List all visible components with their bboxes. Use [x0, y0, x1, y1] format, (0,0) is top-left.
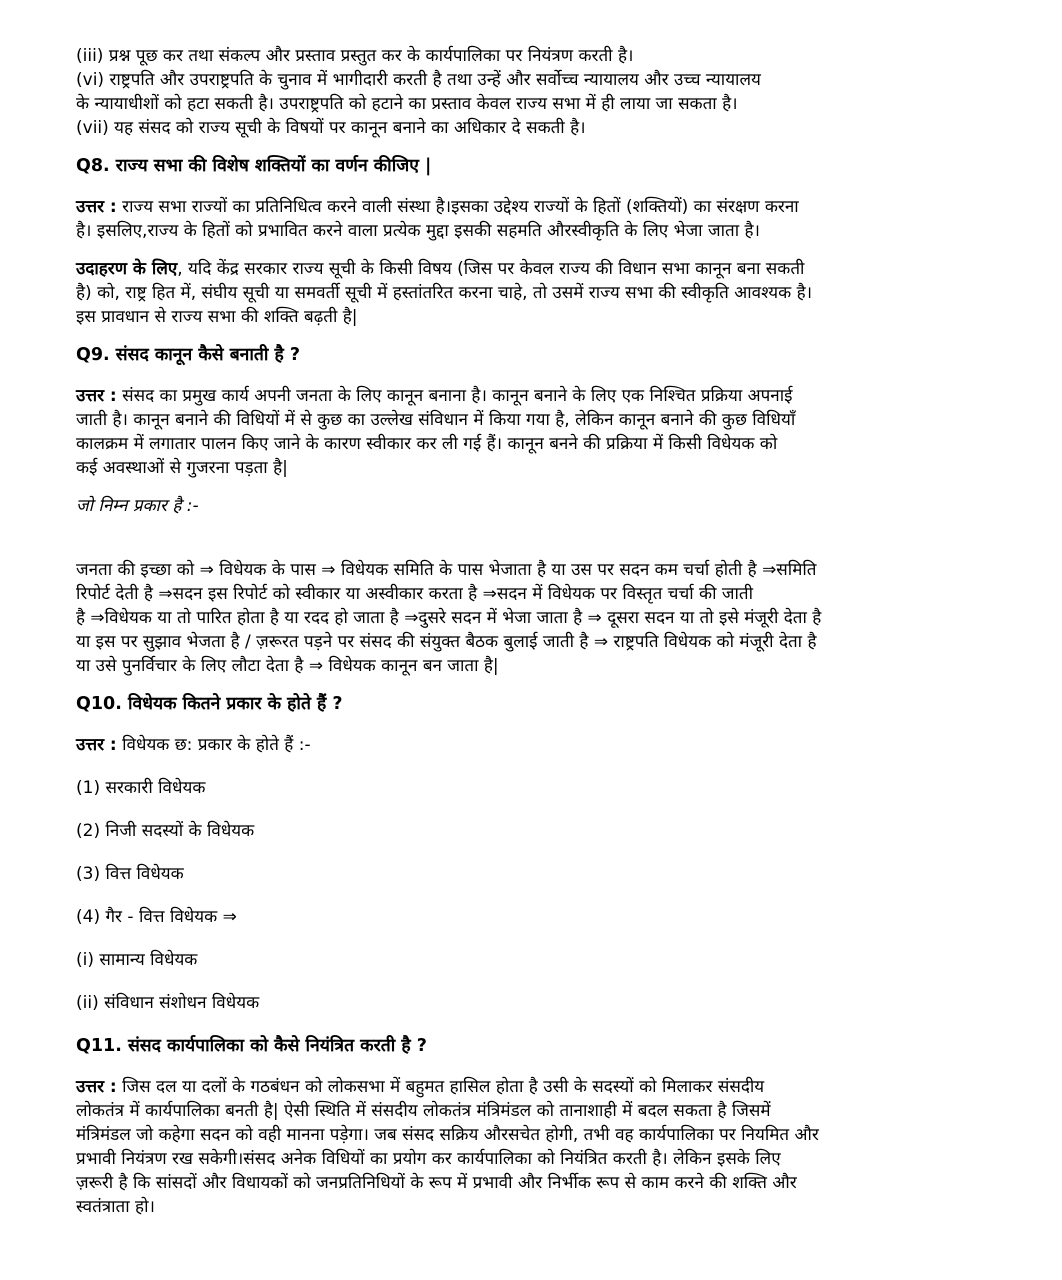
list-item: (4) गैर - वित्त विधेयक ⇒ — [76, 907, 237, 927]
answer-line: उत्तर : संसद का प्रमुख कार्य अपनी जनता के लिए कानून बनाना है। कानून बनाने के लिए एक निश्चित प्रक्रिया अपनाई — [76, 386, 793, 406]
answer-line: मंत्रिमंडल जो कहेगा सदन को वही मानना पड़ेगा। जब संसद सक्रिय औरसचेत होगी, तभी वह कार्यपालिका पर नियमित और — [76, 1125, 819, 1145]
answer-line: कालक्रम में लगातार पालन किए जाने के कारण स्वीकार कर ली गई हैं। कानून बनने की प्रक्रिया में किसी विधेयक को — [76, 434, 778, 454]
example-q8 — [76, 257, 992, 329]
question-q8: Q8. राज्य सभा की विशेष शक्तियों का वर्णन कीजिए | — [76, 156, 432, 176]
example-line: उदाहरण के लिए, यदि केंद्र सरकार राज्य सूची के किसी विषय (जिस पर केवल राज्य की विधान सभा कानून बना सकती — [76, 259, 805, 279]
answer-line: उत्तर : जिस दल या दलों के गठबंधन को लोकसभा में बहुमत हासिल होता है उसी के सदस्यों को मिलाकर संसदीय — [76, 1077, 765, 1097]
list-item: (1) सरकारी विधेयक — [76, 778, 206, 798]
intro-line: (vi) राष्ट्रपति और उपराष्ट्रपति के चुनाव में भागीदारी करती है तथा उन्हें और सर्वोच्च न्यायालय और उच्च न्यायालय — [76, 70, 761, 90]
process-line: है ⇒विधेयक या तो पारित होता है या रदद हो जाता है ⇒दुसरे सदन में भेजा जाता है ⇒ दूसरा सदन या तो इसे मंजूरी देता है — [76, 608, 822, 628]
answer-line: लोकतंत्र में कार्यपालिका बनती है| ऐसी स्थिति में संसदीय लोकतंत्र मंत्रिमंडल को तानाशाही में बदल सकता है जिसमें — [76, 1101, 771, 1121]
answer-line: स्वतंत्राता हो। — [76, 1197, 155, 1217]
answer-line: ज़रूरी है कि सांसदों और विधायकों को जनप्रतिनिधियों के रूप में प्रभावी और निर्भीक रूप से काम करने की शक्ति और — [76, 1173, 797, 1193]
list-item: (3) वित्त विधेयक — [76, 864, 184, 884]
example-line: है) को, राष्ट्र हित में, संघीय सूची या समवर्ती सूची में हस्तांतरित करना चाहे, तो उसमें राज्य सभा की स्वीकृति आवश्यक है। — [76, 283, 813, 303]
answer-line: है। इसलिए,राज्य के हितों को प्रभावित करने वाला प्रत्येक मुद्दा इसकी सहमति औरस्वीकृति के लिए भेजा जाता है। — [76, 221, 760, 241]
process-line: या उसे पुनर्विचार के लिए लौटा देता है ⇒ विधेयक कानून बन जाता है| — [76, 656, 499, 676]
answer-q9 — [76, 384, 992, 480]
process-line: जनता की इच्छा को ⇒ विधेयक के पास ⇒ विधेयक समिति के पास भेजाता है या उस पर सदन कम चर्चा होती है ⇒समिति — [76, 560, 817, 580]
process-line: रिपोर्ट देती है ⇒सदन इस रिपोर्ट को स्वीकार या अस्वीकार करता है ⇒सदन में विधेयक पर विस्तृत चर्चा की जाती — [76, 584, 754, 604]
process-flow — [76, 558, 992, 678]
example-line: इस प्रावधान से राज्य सभा की शक्ति बढ़ती है| — [76, 307, 358, 327]
answer-label: उत्तर : — [76, 1077, 117, 1097]
answer-label: उत्तर : — [76, 386, 117, 406]
question-q9: Q9. संसद कानून कैसे बनाती है ? — [76, 345, 301, 365]
process-line: या इस पर सुझाव भेजता है / ज़रूरत पड़ने पर संसद की संयुक्त बैठक बुलाई जाती है ⇒ राष्ट्रपति विधेयक को मंजूरी देता है — [76, 632, 817, 652]
answer-line: कई अवस्थाओं से गुजरना पड़ता है| — [76, 458, 288, 478]
question-q10: Q10. विधेयक कितने प्रकार के होते हैं ? — [76, 694, 343, 714]
answer-line: प्रभावी नियंत्रण रख सकेगी।संसद अनेक विधियों का प्रयोग कर कार्यपालिका को नियंत्रित करती है। लेकिन इसके लिए — [76, 1149, 781, 1169]
process-note: जो निम्न प्रकार है :- — [76, 496, 199, 516]
list-item: (2) निजी सदस्यों के विधेयक — [76, 821, 255, 841]
answer-line: उत्तर : राज्य सभा राज्यों का प्रतिनिधित्व करने वाली संस्था है।इसका उद्देश्य राज्यों के हितों (शक्तियों) का संरक्षण करना — [76, 197, 799, 217]
list-item: (i) सामान्य विधेयक — [76, 950, 198, 970]
question-q11: Q11. संसद कार्यपालिका को कैसे नियंत्रित करती है ? — [76, 1036, 427, 1056]
list-item: (ii) संविधान संशोधन विधेयक — [76, 993, 260, 1013]
answer-q8 — [76, 195, 992, 243]
intro-line: (iii) प्रश्न पूछ कर तथा संकल्प और प्रस्ताव प्रस्तुत कर के कार्यपालिका पर नियंत्रण करती है। — [76, 46, 634, 66]
answer-line: जाती है। कानून बनाने की विधियों में से कुछ का उल्लेख संविधान में किया गया है, लेकिन कानून बनाने की कुछ विधियाँ — [76, 410, 796, 430]
example-label: उदाहरण के लिए — [76, 259, 178, 279]
answer-q10: उत्तर : विधेयक छ: प्रकार के होते हैं :- — [76, 735, 311, 755]
answer-q11 — [76, 1075, 992, 1219]
answer-label: उत्तर : — [76, 735, 117, 755]
intro-list — [76, 44, 992, 140]
intro-line: (vii) यह संसद को राज्य सूची के विषयों पर कानून बनाने का अधिकार दे सकती है। — [76, 118, 586, 138]
intro-line: के न्यायाधीशों को हटा सकती है। उपराष्ट्रपति को हटाने का प्रस्ताव केवल राज्य सभा में ही लाया जा सकता है। — [76, 94, 738, 114]
answer-label: उत्तर : — [76, 197, 117, 217]
